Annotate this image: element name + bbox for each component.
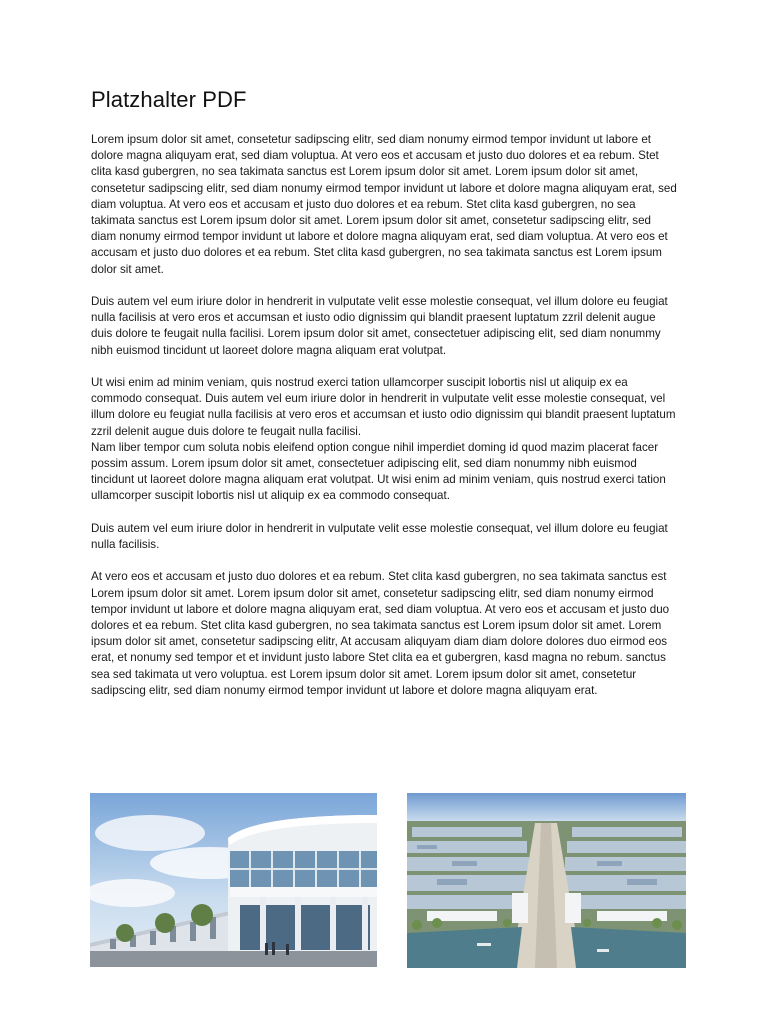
aerial-campus-icon (407, 793, 686, 968)
aerial-campus-photo (407, 793, 686, 968)
paragraph: At vero eos et accusam et justo duo dolores et ea rebum. Stet clita kasd gubergren, no sea takimata sanctus est Lorem ipsum dolor sit amet. Lorem ipsum dolor sit amet, consetetur sadipscing elitr, sed diam nonumy eirmod tempor invidunt ut labore et dolore magna aliquyam erat, sed diam voluptua. At vero eos et accusam et justo duo dolores et ea rebum. Stet clita kasd gubergren, no sea takimata sanctus est Lorem ipsum dolor sit amet. Lorem ipsum dolor sit amet, consetetur sadipscing elitr, At accusam aliquyam diam diam dolore dolores duo eirmod eos erat, et nonumy sed tempor et et invidunt justo labore Stet clita ea et gubergren, kasd magna no rebum. sanctus sea sed takimata ut vero voluptua. est Lorem ipsum dolor sit amet. Lorem ipsum dolor sit amet, consetetur sadipscing elitr, sed diam nonumy eirmod tempor invidunt ut labore et dolore magna aliquyam erat. (91, 570, 670, 697)
paragraph: Ut wisi enim ad minim veniam, quis nostrud exerci tation ullamcorper suscipit lobortis nisl ut aliquip ex ea commodo consequat. Duis autem vel eum iriure dolor in hendrerit in vulputate velit esse molestie consequat, vel illum dolore eu feugiat nulla facilisis at vero eros et accumsan et iusto odio dignissim qui blandit praesent luptatum zzril delenit augue duis dolore te feugait nulla facilisi. Nam liber tempor cum soluta nobis eleifend option congue nihil imperdiet doming id quod mazim placerat facer possim assum. Lorem ipsum dolor sit amet, consectetuer adipiscing elit, sed diam nonummy nibh euismod tincidunt ut laoreet dolore magna aliquam erat volutpat. Ut wisi enim ad minim veniam, quis nostrud exerci tation ullamcorper suscipit lobortis nisl ut aliquip ex ea commodo consequat. (91, 376, 676, 503)
paragraph: Duis autem vel eum iriure dolor in hendrerit in vulputate velit esse molestie consequat, vel illum dolore eu feugiat nulla facilisis. (91, 521, 668, 552)
document-body (91, 132, 679, 715)
office-building-icon (90, 793, 377, 967)
paragraph: Lorem ipsum dolor sit amet, consetetur sadipscing elitr, sed diam nonumy eirmod tempor invidunt ut labore et dolore magna aliquyam erat, sed diam voluptua. At vero eos et accusam et justo duo dolores et ea rebum. Stet clita kasd gubergren, no sea takimata sanctus est Lorem ipsum dolor sit amet. Lorem ipsum dolor sit amet, consetetur sadipscing elitr, sed diam nonumy eirmod tempor invidunt ut labore et dolore magna aliquyam erat, sed diam voluptua. At vero eos et accusam et justo duo dolores et ea rebum. Stet clita kasd gubergren, no sea takimata sanctus est Lorem ipsum dolor sit amet. Lorem ipsum dolor sit amet, consetetur sadipscing elitr, sed diam nonumy eirmod tempor invidunt ut labore et dolore magna aliquyam erat, sed diam voluptua. At vero eos et accusam et justo duo dolores et ea rebum. Stet clita kasd gubergren, no sea takimata sanctus est Lorem ipsum dolor sit amet. (91, 133, 677, 276)
paragraph: Duis autem vel eum iriure dolor in hendrerit in vulputate velit esse molestie consequat, vel illum dolore eu feugiat nulla facilisis at vero eros et accumsan et iusto odio dignissim qui blandit praesent luptatum zzril delenit augue duis dolore te feugait nulla facilisi. Lorem ipsum dolor sit amet, consectetuer adipiscing elit, sed diam nonummy nibh euismod tincidunt ut laoreet dolore magna aliquam erat volutpat. (91, 295, 668, 357)
office-building-photo (90, 793, 377, 967)
page-title: Platzhalter PDF (91, 87, 247, 112)
